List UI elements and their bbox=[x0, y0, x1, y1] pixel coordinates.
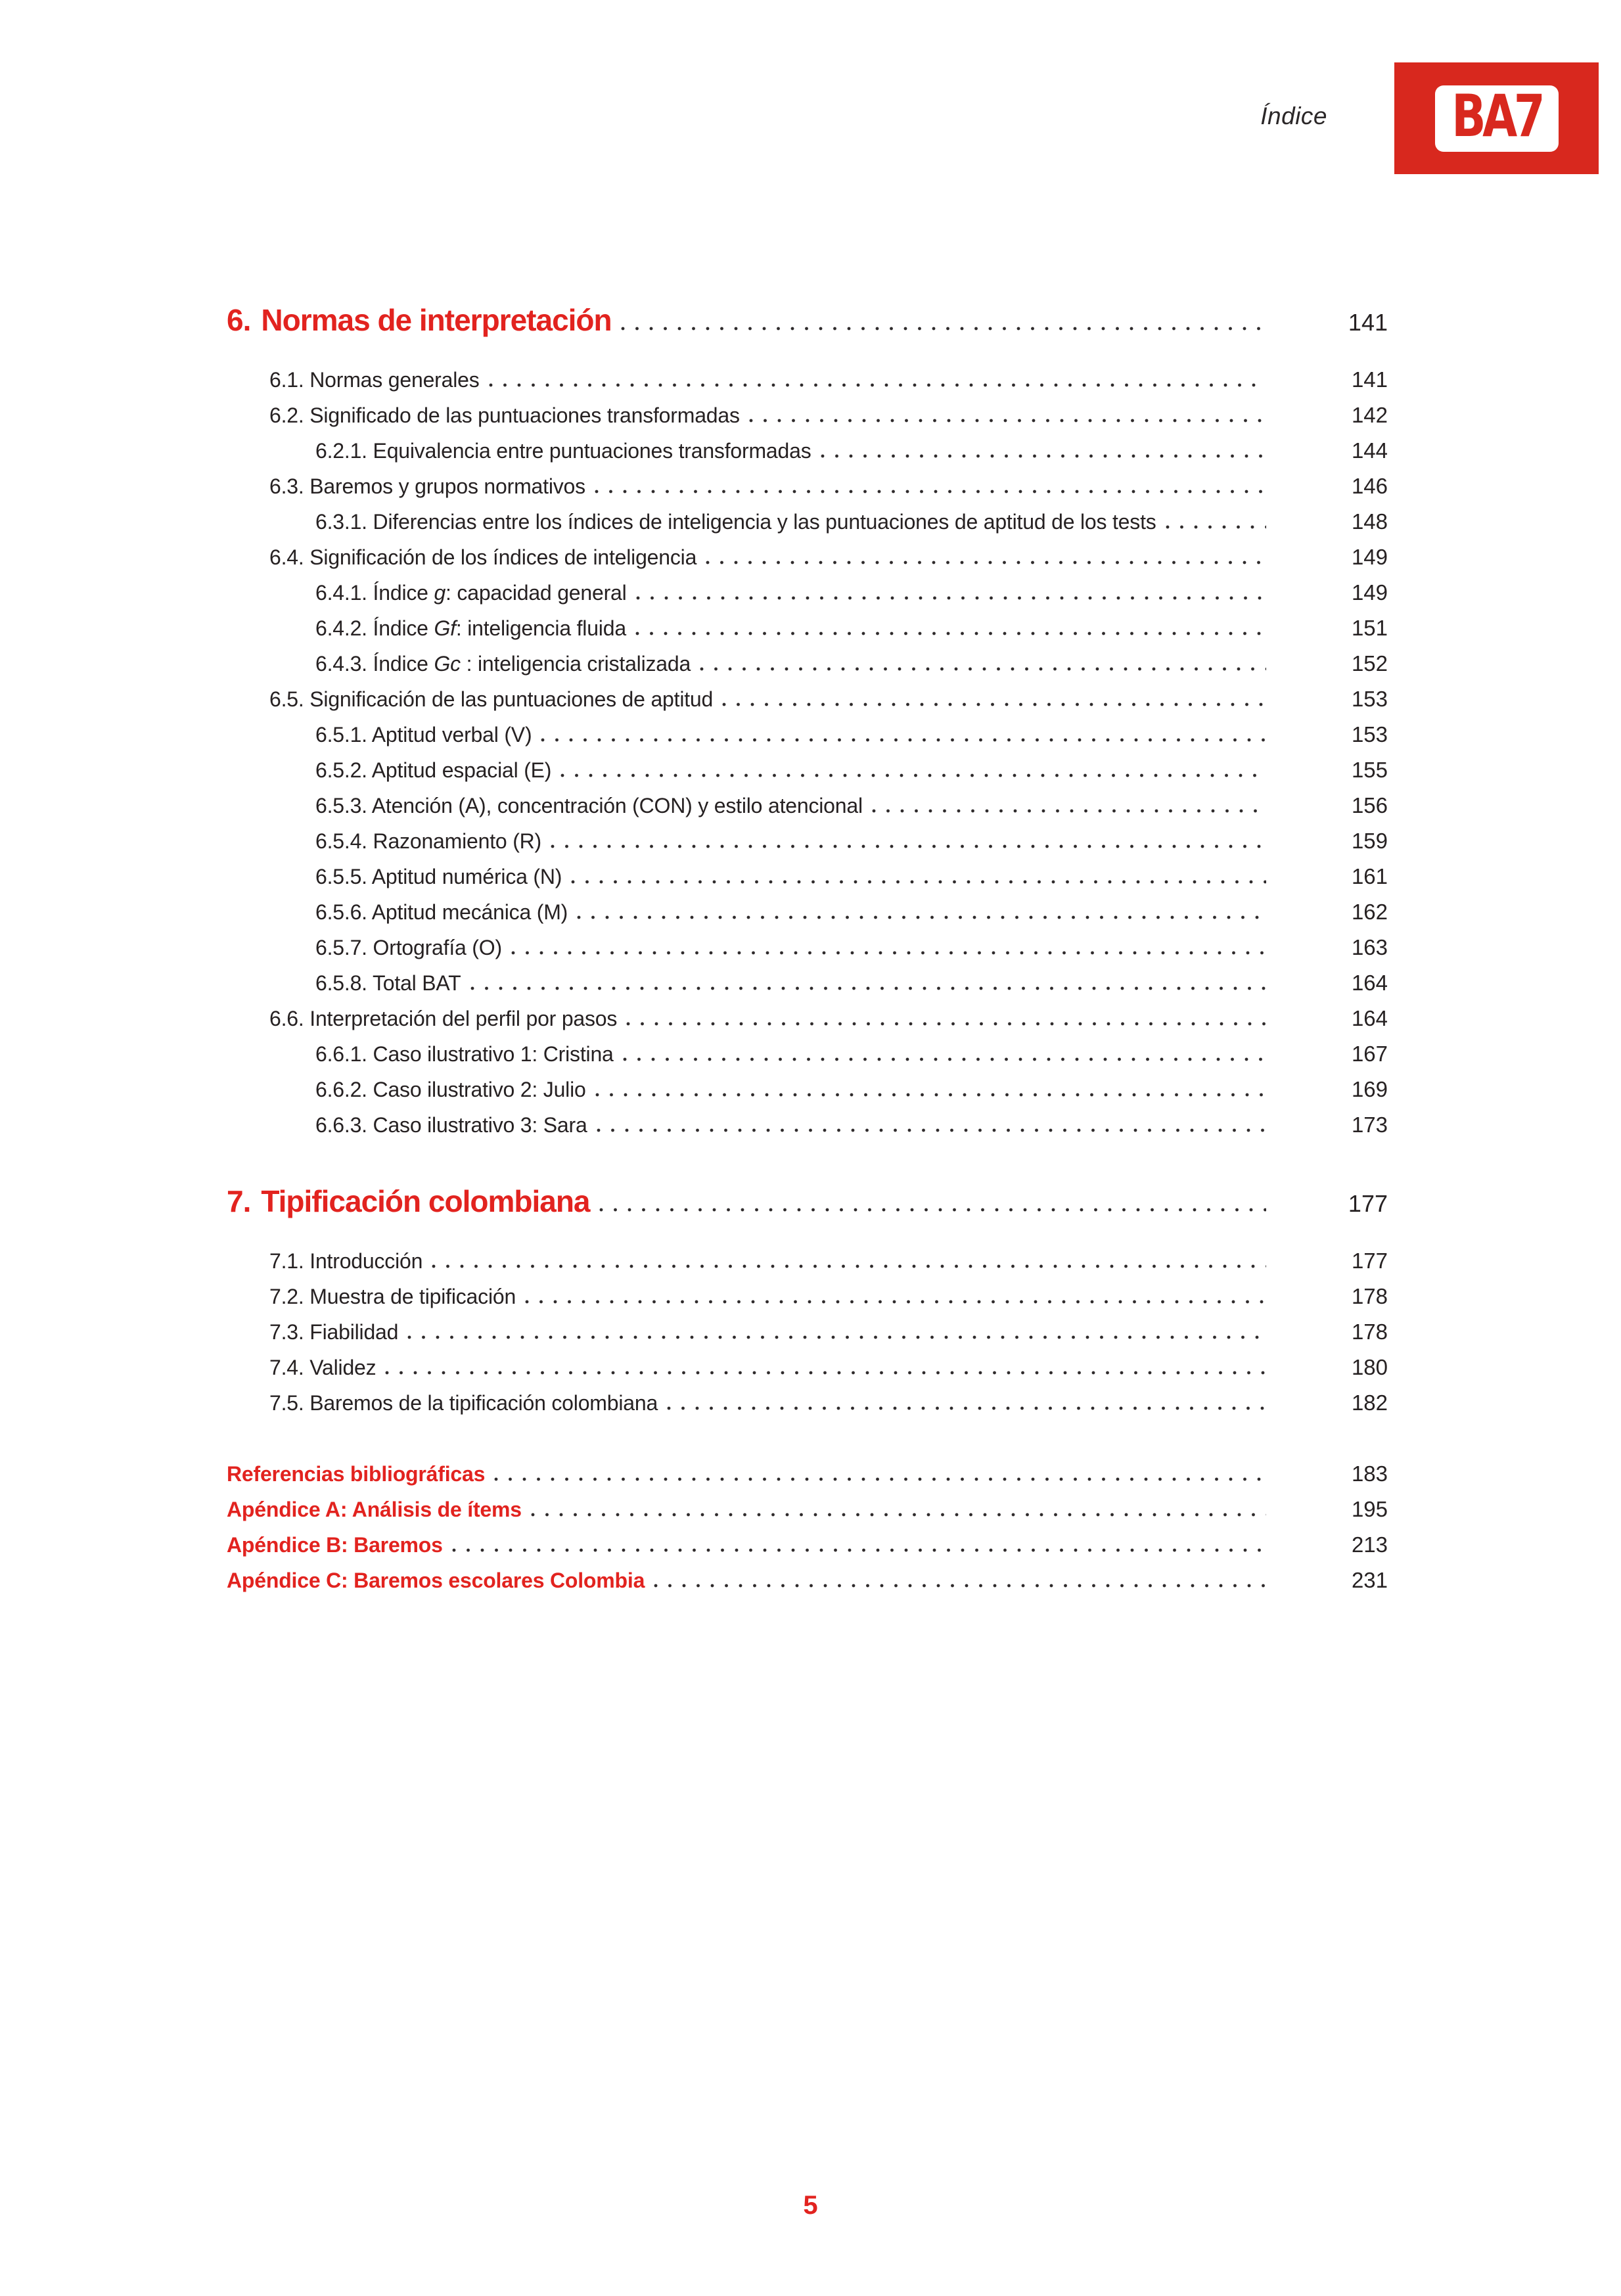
toc-row[interactable] bbox=[227, 433, 1388, 469]
toc-page-number: 156 bbox=[1351, 793, 1388, 817]
dot-leader bbox=[595, 490, 1266, 494]
toc-row[interactable] bbox=[227, 575, 1388, 610]
toc-page-number: 142 bbox=[1351, 403, 1388, 427]
toc-page-number: 164 bbox=[1351, 971, 1388, 995]
toc-row[interactable] bbox=[227, 894, 1388, 930]
toc-row[interactable] bbox=[227, 752, 1388, 788]
toc-row[interactable] bbox=[227, 930, 1388, 965]
toc-entry-label: Apéndice C: Baremos escolares Colombia bbox=[227, 1569, 645, 1592]
toc-entry-label: 7.5. Baremos de la tipificación colombiana bbox=[269, 1391, 658, 1415]
toc-row[interactable] bbox=[227, 823, 1388, 859]
toc-row[interactable] bbox=[227, 297, 1388, 346]
toc-entry-label: 6.6.1. Caso ilustrativo 1: Cristina bbox=[315, 1042, 614, 1066]
dot-leader bbox=[749, 419, 1266, 423]
dot-leader bbox=[494, 1477, 1266, 1481]
folio-page-number: 5 bbox=[803, 2191, 818, 2220]
dot-leader bbox=[654, 1584, 1266, 1588]
toc-row[interactable] bbox=[227, 1178, 1388, 1227]
toc-row[interactable] bbox=[227, 1243, 1388, 1279]
toc-entry-label: 6.6. Interpretación del perfil por pasos bbox=[269, 1007, 618, 1030]
dot-leader bbox=[489, 383, 1266, 387]
dot-leader bbox=[551, 844, 1266, 848]
toc-row[interactable] bbox=[227, 1527, 1388, 1563]
dot-leader bbox=[595, 1093, 1266, 1097]
toc-row[interactable] bbox=[227, 362, 1388, 398]
toc-row[interactable] bbox=[227, 398, 1388, 433]
toc-page-number: 195 bbox=[1351, 1497, 1388, 1521]
toc-entry-label: Apéndice A: Análisis de ítems bbox=[227, 1498, 522, 1521]
toc-entry-label: 6.3.1. Diferencias entre los índices de inteligencia y las puntuaciones de aptitud de los tests bbox=[315, 510, 1156, 534]
toc-entry-label: 7.2. Muestra de tipificación bbox=[269, 1285, 516, 1308]
toc-page-number: 164 bbox=[1351, 1006, 1388, 1030]
toc-page-number: 169 bbox=[1351, 1077, 1388, 1101]
toc-entry-label: 7.1. Introducción bbox=[269, 1249, 423, 1273]
dot-leader bbox=[700, 667, 1266, 671]
dot-leader bbox=[597, 1128, 1266, 1132]
dot-leader bbox=[452, 1548, 1266, 1552]
toc-row[interactable] bbox=[227, 1456, 1388, 1492]
toc-page-number: 144 bbox=[1351, 438, 1388, 463]
toc-page-number: 161 bbox=[1351, 864, 1388, 888]
toc-page-number: 178 bbox=[1351, 1284, 1388, 1308]
toc-page-number: 182 bbox=[1351, 1390, 1388, 1415]
bat7-logo bbox=[1394, 62, 1599, 174]
toc-entry-label: Referencias bibliográficas bbox=[227, 1462, 486, 1486]
toc-page-number: 151 bbox=[1351, 616, 1388, 640]
dot-leader bbox=[722, 702, 1266, 706]
toc-page-number: 152 bbox=[1351, 651, 1388, 676]
toc-row[interactable] bbox=[227, 788, 1388, 823]
toc-entry-label: 6.4.3. Índice Gc : inteligencia cristalizada bbox=[315, 652, 691, 676]
toc-page-number: 146 bbox=[1351, 474, 1388, 498]
toc-page-number: 180 bbox=[1351, 1355, 1388, 1379]
toc-entry-label: 6.4.1. Índice g: capacidad general bbox=[315, 581, 627, 605]
toc-chapter-number: 7. bbox=[227, 1184, 251, 1218]
toc-entry-label: 6.5.2. Aptitud espacial (E) bbox=[315, 758, 552, 782]
dot-leader bbox=[385, 1371, 1266, 1375]
toc-page-number: 231 bbox=[1351, 1568, 1388, 1592]
page-header-title: Índice bbox=[1260, 103, 1327, 129]
dot-leader bbox=[531, 1513, 1266, 1517]
toc-row[interactable] bbox=[227, 610, 1388, 646]
toc-entry-label: 6.5.3. Atención (A), concentración (CON) y estilo atencional bbox=[315, 794, 863, 817]
toc-row[interactable] bbox=[227, 1385, 1388, 1421]
toc-row[interactable] bbox=[227, 504, 1388, 540]
toc-row[interactable] bbox=[227, 1107, 1388, 1143]
dot-leader bbox=[407, 1335, 1266, 1339]
dot-leader bbox=[599, 1208, 1266, 1212]
toc-entry-label: 6.5.1. Aptitud verbal (V) bbox=[315, 723, 532, 746]
toc-entry-label: 7.3. Fiabilidad bbox=[269, 1320, 399, 1344]
toc-page-number: 167 bbox=[1351, 1042, 1388, 1066]
toc-row[interactable] bbox=[227, 965, 1388, 1001]
toc-page-number: 173 bbox=[1351, 1113, 1388, 1137]
toc-entry-label: 6.5.7. Ortografía (O) bbox=[315, 936, 502, 959]
toc-entry-label: Apéndice B: Baremos bbox=[227, 1533, 443, 1557]
toc-page-number: 162 bbox=[1351, 900, 1388, 924]
dot-leader bbox=[432, 1264, 1266, 1268]
dot-leader bbox=[626, 1022, 1266, 1026]
dot-leader bbox=[623, 1057, 1266, 1061]
toc-entry-label: Tipificación colombiana bbox=[261, 1184, 590, 1218]
toc-row[interactable] bbox=[227, 1350, 1388, 1385]
toc-row[interactable] bbox=[227, 1314, 1388, 1350]
bat7-logo-text: BA7 bbox=[1451, 85, 1541, 150]
dot-leader bbox=[667, 1406, 1266, 1410]
toc-entry-label: 6.5.5. Aptitud numérica (N) bbox=[315, 865, 562, 888]
toc-row[interactable] bbox=[227, 540, 1388, 575]
toc-entry-label: Normas de interpretación bbox=[261, 303, 612, 337]
toc-row[interactable] bbox=[227, 681, 1388, 717]
toc-page-number: 141 bbox=[1348, 309, 1388, 336]
dot-leader bbox=[470, 986, 1266, 990]
toc-row[interactable] bbox=[227, 469, 1388, 504]
toc-entry-label: 6.5.8. Total BAT bbox=[315, 971, 461, 995]
toc-page-number: 149 bbox=[1351, 580, 1388, 605]
dot-leader bbox=[541, 738, 1266, 742]
toc-page-number: 155 bbox=[1351, 758, 1388, 782]
toc-entry-label: 6.2. Significado de las puntuaciones transformadas bbox=[269, 403, 740, 427]
toc-entry-label: 6.6.2. Caso ilustrativo 2: Julio bbox=[315, 1078, 586, 1101]
toc-entry-label: 6.1. Normas generales bbox=[269, 368, 480, 392]
dot-leader bbox=[577, 915, 1266, 919]
toc-entry-label: 6.4. Significación de los índices de inteligencia bbox=[269, 545, 697, 569]
bat7-logo-plate bbox=[1435, 85, 1559, 152]
toc-row[interactable] bbox=[227, 1072, 1388, 1107]
toc-row[interactable] bbox=[227, 646, 1388, 681]
toc-page-number: 213 bbox=[1351, 1532, 1388, 1557]
toc-row[interactable] bbox=[227, 1036, 1388, 1072]
toc-page-number: 141 bbox=[1351, 367, 1388, 392]
dot-leader bbox=[821, 454, 1266, 458]
toc-row[interactable] bbox=[227, 1492, 1388, 1527]
toc-page-number: 153 bbox=[1351, 687, 1388, 711]
dot-leader bbox=[872, 809, 1266, 813]
toc-page-number: 149 bbox=[1351, 545, 1388, 569]
toc-page-number: 178 bbox=[1351, 1320, 1388, 1344]
dot-leader bbox=[560, 773, 1266, 777]
dot-leader bbox=[635, 631, 1266, 635]
toc-page-number: 177 bbox=[1348, 1190, 1388, 1217]
toc-entry-label: 6.2.1. Equivalencia entre puntuaciones transformadas bbox=[315, 439, 811, 463]
toc-page-number: 159 bbox=[1351, 829, 1388, 853]
toc-entry-label: 6.3. Baremos y grupos normativos bbox=[269, 474, 585, 498]
toc-chapter-number: 6. bbox=[227, 303, 251, 337]
toc-row[interactable] bbox=[227, 859, 1388, 894]
dot-leader bbox=[636, 596, 1266, 600]
toc-page-number: 153 bbox=[1351, 722, 1388, 746]
toc-entry-label: 6.4.2. Índice Gf: inteligencia fluida bbox=[315, 616, 626, 640]
dot-leader bbox=[621, 327, 1266, 331]
toc-row[interactable] bbox=[227, 1001, 1388, 1036]
toc-page-number: 183 bbox=[1351, 1461, 1388, 1486]
table-of-contents bbox=[227, 297, 1388, 1598]
toc-page-number: 148 bbox=[1351, 509, 1388, 534]
toc-row[interactable] bbox=[227, 717, 1388, 752]
toc-row[interactable] bbox=[227, 1563, 1388, 1598]
toc-entry-label: 6.6.3. Caso ilustrativo 3: Sara bbox=[315, 1113, 587, 1137]
toc-page-number: 163 bbox=[1351, 935, 1388, 959]
toc-entry-label: 6.5.4. Razonamiento (R) bbox=[315, 829, 542, 853]
toc-page-number: 177 bbox=[1351, 1249, 1388, 1273]
toc-row[interactable] bbox=[227, 1279, 1388, 1314]
dot-leader bbox=[511, 951, 1266, 955]
dot-leader bbox=[525, 1300, 1266, 1304]
toc-entry-label: 6.5. Significación de las puntuaciones de aptitud bbox=[269, 687, 714, 711]
dot-leader bbox=[1166, 525, 1266, 529]
toc-entry-label: 6.5.6. Aptitud mecánica (M) bbox=[315, 900, 568, 924]
dot-leader bbox=[571, 880, 1266, 884]
toc-entry-label: 7.4. Validez bbox=[269, 1356, 377, 1379]
dot-leader bbox=[706, 561, 1266, 564]
